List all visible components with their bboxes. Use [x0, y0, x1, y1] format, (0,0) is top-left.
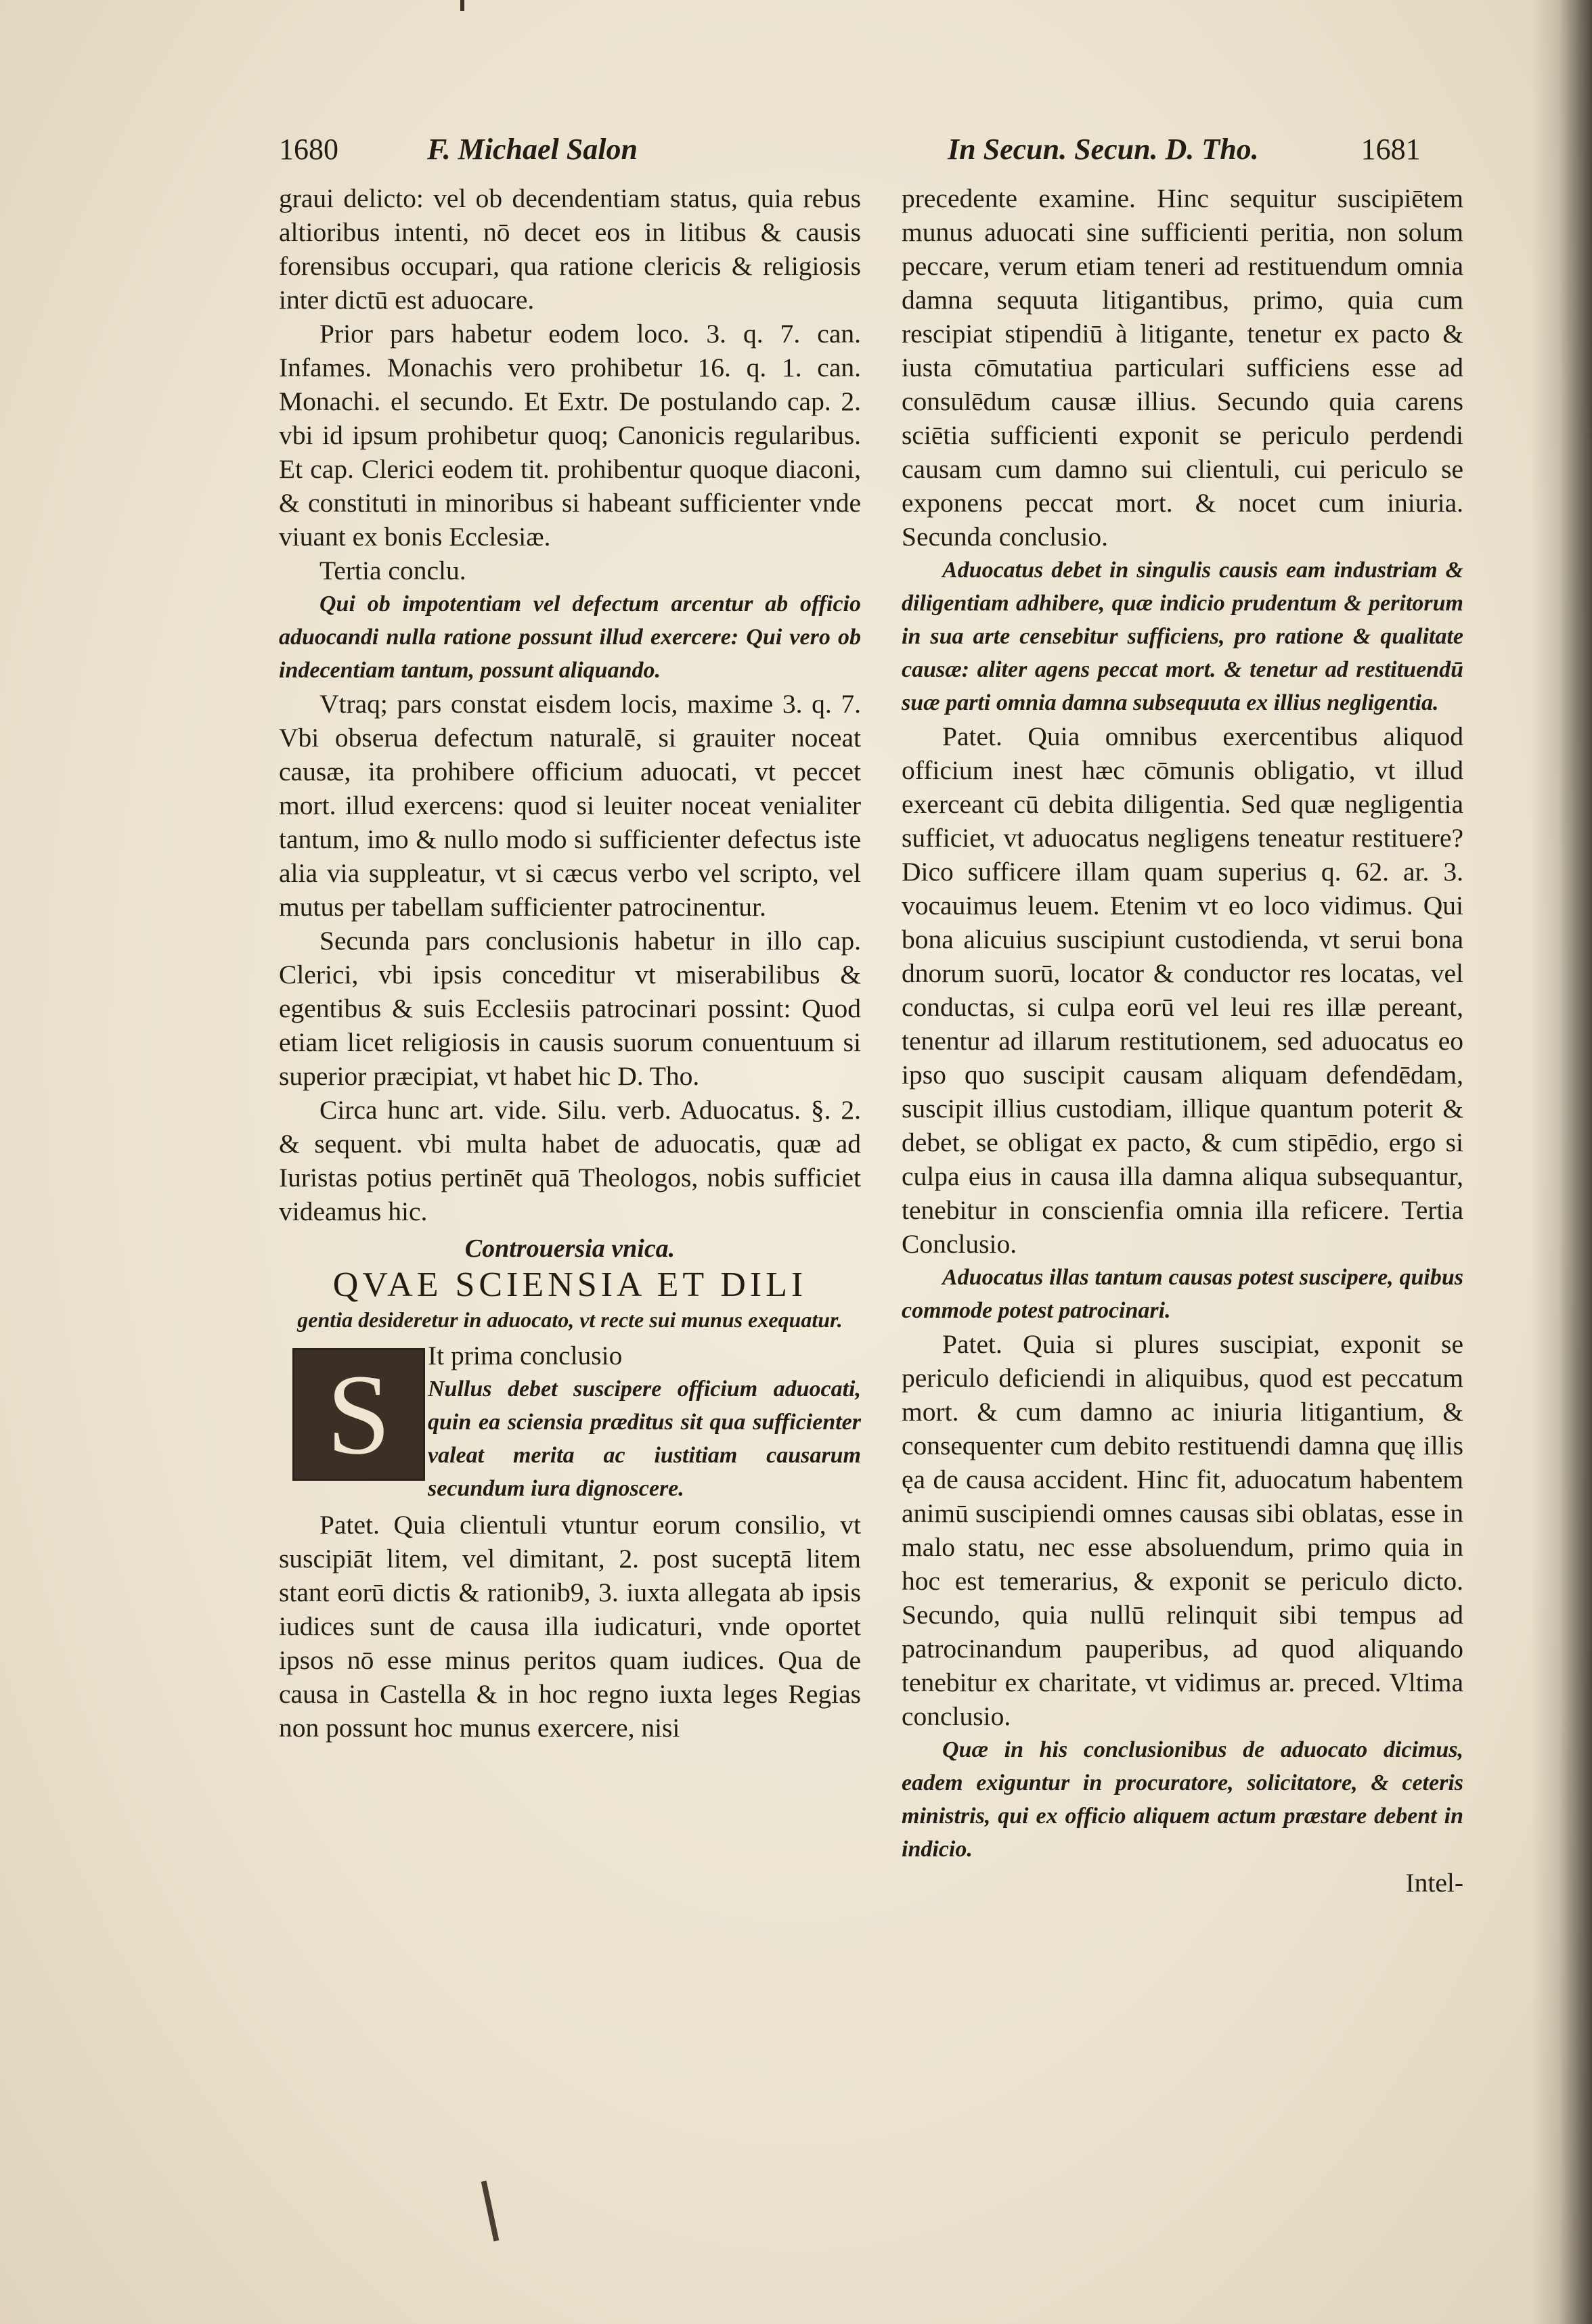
ink-mark-top	[460, 0, 464, 11]
gutter-shadow	[1531, 0, 1592, 2324]
left-paragraph-3: Tertia conclu.	[319, 556, 466, 585]
ink-mark-bottom	[481, 2181, 500, 2241]
right-paragraph-5: Patet. Quia si plures suscipiat, exponit se periculo deficiendi in aliquibus, quod est peccatum mort. & cum damno ac iniuria litigantium, & consequenter cum debito restituendi damna quę illis ęa de causa accident. Hinc fit, aduocatum habentem animū suscipiendi omnes causas sibi oblatas, esse in malo statu, nec esse absoluendum, primo quia in hoc est temerarius, & exponit se periculo dicto. Secundo, quia nullū relinquit sibi tempus ad patrocinandum pauperibus, ad quod aliquando tenebitur ex charitate, vt vidimus ar. preced. Vltima conclusio.	[902, 1329, 1463, 1731]
left-paragraph-6: Secunda pars conclusionis habetur in illo cap. Clerici, vbi ipsis conceditur vt miserabilibus & egentibus & suis Ecclesiis patrocinari possint: Quod etiam licet religiosis in causis suorum conuentuum si superior præcipiat, vt habet hic D. Tho.	[279, 926, 861, 1091]
right-running-head: In Secun. Secun. D. Tho.	[948, 133, 1259, 166]
decorated-initial: S	[292, 1348, 425, 1481]
right-column	[902, 181, 1463, 1900]
right-conclusion-3: Aduocatus illas tantum causas potest suscipere, quibus commode potest patrocinari.	[902, 1265, 1463, 1323]
left-page-number: 1680	[279, 133, 338, 166]
left-column	[279, 181, 861, 1745]
section-title-caps: QVAE SCIENSIA ET DILI	[332, 1266, 808, 1304]
right-paragraph-1: precedente examine. Hinc sequitur suscipiētem munus aduocati sine sufficienti peritia, non solum peccare, verum etiam teneri ad restituendum omnia damna sequuta litigantibus, primo, quia cum rescipiat stipendiū à litigante, tenetur ex pacto & iusta cōmutatiua particulari sufficiens esse ad consulēdum causæ illius. Secundo quia carens sciētia sufficienti exponit se periculo perdendi causam cum damno sui clientuli, cui periculo se exponens peccat mort. & nocet cum iniuria. Secunda conclusio.	[902, 183, 1463, 552]
first-conclusion-text: Nullus debet suscipere officium aduocati, quin ea sciensia præditus sit qua sufficienter valeat merita ac iustitiam causarum secundum iura dignoscere.	[428, 1377, 861, 1501]
right-paragraph-3: Patet. Quia omnibus exercentibus aliquod officium inest hæc cōmunis obligatio, vt illud exerceant cū debita diligentia. Sed quæ negligentia sufficiet, vt aduocatus negligens teneatur restituere? Dico sufficere illam quam superius q. 62. ar. 3. vocauimus leuem. Etenim vt eo loco vidimus. Qui bona alicuius suscipiunt custodienda, vt serui bona dnorum suorū, locator & conductor res locatas, vel conductas, si culpa eorū vel leui res illæ pereant, tenentur ad illarum restitutionem, sed aduocatus eo ipso quo suscipit causam aliquam defendēdam, suscipit illius custodiam, illique quantum poterit & debet, se obligat ex pacto, & cum stipēdio, ergo si culpa eius in causa illa damna aliqua subsequantur, tenebitur in conscienfia omnia illa reficere. Tertia Conclusio.	[902, 721, 1463, 1259]
left-paragraph-1: graui delicto: vel ob decendentiam status, quia rebus altioribus intenti, nō decet eos in litibus & causis forensibus occupari, qua ratione clericis & religiosis inter dictū est aduocare.	[279, 183, 861, 315]
left-paragraph-7: Circa hunc art. vide. Silu. verb. Aduocatus. §. 2. & sequent. vbi multa habet de aduocatis, quæ ad Iuristas potius pertinēt quā Theologos, nobis sufficiet videamus hic.	[279, 1095, 861, 1226]
left-conclusion-3: Qui ob impotentiam vel defectum arcentur ab officio aduocandi nulla ratione possunt illud exercere: Qui vero ob indecentiam tantum, possunt aliquando.	[279, 591, 861, 683]
left-paragraph-2: Prior pars habetur eodem loco. 3. q. 7. can. Infames. Monachis vero prohibetur 16. q. 1. can. Monachi. el secundo. Et Extr. De postulando cap. 2. vbi id ipsum prohibetur quoq; Canonicis regularibus. Et cap. Clerici eodem tit. prohibentur quoque diaconi, & constituti in minoribus si habeant sufficienter vnde viuant ex bonis Ecclesiæ.	[279, 319, 861, 552]
left-paragraph-9: Patet. Quia clientuli vtuntur eorum consilio, vt suscipiāt litem, vel dimitant, 2. post suceptā litem stant eorū dictis & rationib9, 3. iuxta allegata ab ipsis iudices sunt de causa illa iudicaturi, vnde oportet ipsos nō esse minus peritos quam iudices. Qua de causa in Castella & in hoc regno iuxta leges Regias non possunt hoc munus exercere, nisi	[279, 1510, 861, 1743]
initial-block	[279, 1339, 861, 1508]
right-conclusion-2: Aduocatus debet in singulis causis eam industriam & diligentiam adhibere, quæ indicio prudentum & peritorum in sua arte censebitur sufficiens, pro ratione & qualitate causæ: aliter agens peccat mort. & tenetur ad restituendū suæ parti omnia damna subsequuta ex illius negligentia.	[902, 558, 1463, 715]
right-conclusion-last: Quæ in his conclusionibus de aduocato dicimus, eadem exiguntur in procuratore, solicitatore, & ceteris ministris, qui ex officio aliquem actum præstare debent in indicio.	[902, 1737, 1463, 1862]
left-running-head: F. Michael Salon	[427, 133, 638, 166]
first-conclusion-label: It prima conclusio	[428, 1341, 623, 1370]
section-title-rest: gentia desideretur in aduocato, vt recte sui munus exequatur.	[297, 1308, 843, 1332]
controversy-heading: Controuersia vnica.	[464, 1234, 676, 1263]
right-page-number: 1681	[1361, 133, 1421, 166]
catchword: Intel-	[1405, 1868, 1463, 1898]
left-paragraph-5: Vtraq; pars constat eisdem locis, maxime 3. q. 7. Vbi obserua defectum naturalē, si grauiter noceat causæ, ita prohibere officium aduocati, vt peccet mort. illud exercens: quod si leuiter noceat venialiter tantum, imo & nullo modo si sufficienter defectus iste alia via suppleatur, vt si cæcus verbo vel scripto, vel mutus per tabellam sufficienter patrocinentur.	[279, 689, 861, 922]
left-header	[279, 132, 638, 173]
right-header	[948, 132, 1421, 173]
